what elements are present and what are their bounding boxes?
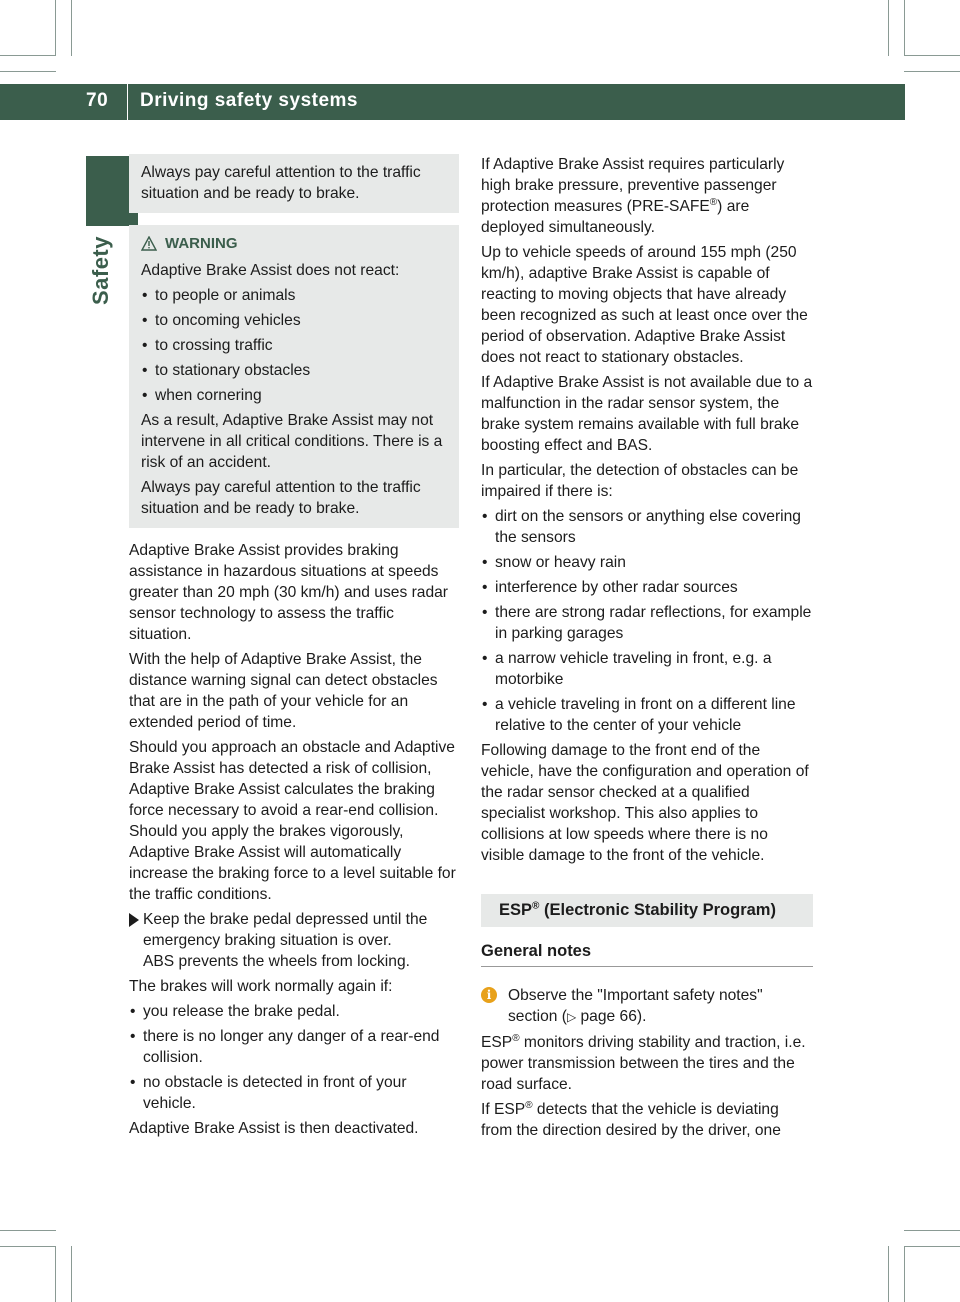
crop-mark: [0, 55, 56, 56]
list-item: • there is no longer any danger of a rear-end collision.: [129, 1026, 459, 1068]
list-item: • to stationary obstacles: [141, 360, 447, 381]
step-result: ABS prevents the wheels from locking.: [143, 953, 410, 970]
body-paragraph: The brakes will work normally again if:: [129, 978, 393, 995]
list-item: • dirt on the sensors or anything else covering the sensors: [481, 506, 813, 548]
body-paragraph: With the help of Adaptive Brake Assist, the distance warning signal can detect obstacles that are in the path of your vehicle for an extended period of time.: [129, 651, 438, 731]
chapter-label: Safety: [88, 236, 113, 306]
crop-mark: [71, 0, 72, 56]
body-paragraph: Should you approach an obstacle and Adaptive Brake Assist has detected a risk of collision, Adaptive Brake Assist calculates the braking force necessary to avoid a rear-end collision. Should you apply the brakes vigorously, Adaptive Brake Assist will automatically increase the braking force to a level suitable for the traffic conditions.: [129, 739, 456, 903]
list-item: • a vehicle traveling in front on a different line relative to the center of your vehicle: [481, 694, 813, 736]
body-paragraph: Following damage to the front end of the vehicle, have the configuration and operation of the radar sensor checked at a qualified specialist workshop. This also applies to collisions at low speeds where there is no visible damage to the front of the vehicle.: [481, 742, 809, 864]
list-item: • to oncoming vehicles: [141, 310, 447, 331]
body-paragraph: If ESP® detects that the vehicle is deviating from the direction desired by the driver, one: [481, 1099, 781, 1139]
body-paragraph: Up to vehicle speeds of around 155 mph (250 km/h), adaptive Brake Assist is capable of reacting to moving objects that have already been recognized as such at least once over the period of observation. Adaptive Brake Assist does not react to stationary obstacles.: [481, 244, 808, 366]
section-heading: ESP® (Electronic Stability Program): [481, 894, 813, 927]
crop-mark: [904, 0, 905, 56]
crop-mark: [0, 1230, 56, 1231]
note-box: [129, 154, 459, 213]
step-arrow-icon: [129, 909, 139, 933]
warning-heading: [141, 233, 447, 254]
body-paragraph: If Adaptive Brake Assist is not available due to a malfunction in the radar sensor system, the brake system remains available with full brake boosting effect and BAS.: [481, 374, 813, 454]
list-item: • to people or animals: [141, 285, 447, 306]
list-item: • snow or heavy rain: [481, 552, 813, 573]
bullet-list: [129, 1001, 459, 1114]
page-ref-arrow-icon: ▷: [566, 1010, 577, 1024]
crop-mark: [888, 1246, 889, 1302]
crop-mark: [0, 1246, 56, 1247]
page-reference-link[interactable]: page 66).: [576, 1008, 647, 1025]
header-divider: [127, 84, 128, 120]
crop-mark: [888, 0, 889, 56]
crop-mark: [904, 1230, 960, 1231]
body-paragraph: If Adaptive Brake Assist requires particularly high brake pressure, preventive passenger protection measures (PRE-SAFE®) are deployed simultaneously.: [481, 156, 785, 236]
warning-list: [141, 285, 447, 406]
list-item: • there are strong radar reflections, for example in parking garages: [481, 602, 813, 644]
info-note: i Observe the "Important safety notes" section (▷ page 66).: [481, 985, 813, 1028]
page-number: 70: [86, 90, 109, 111]
page-header: [0, 84, 905, 120]
note-line: situation and be ready to brake.: [141, 185, 360, 202]
step-text: Keep the brake pedal depressed until the emergency braking situation is over.: [143, 911, 428, 949]
body-paragraph: ESP® monitors driving stability and traction, i.e. power transmission between the tires and the road surface.: [481, 1032, 806, 1093]
warning-title: WARNING: [165, 235, 238, 252]
subheading: General notes: [481, 941, 813, 967]
warning-box: [129, 225, 459, 528]
body-paragraph: In particular, the detection of obstacles can be impaired if there is:: [481, 462, 799, 500]
body-paragraph: Adaptive Brake Assist is then deactivated.: [129, 1120, 419, 1137]
bullet-list: [481, 506, 813, 736]
list-item: • interference by other radar sources: [481, 577, 813, 598]
warning-intro: Adaptive Brake Assist does not react:: [141, 262, 400, 279]
warning-text: As a result, Adaptive Brake Assist may not intervene in all critical conditions. There is a risk of an accident.: [141, 412, 443, 471]
crop-mark: [55, 1246, 56, 1302]
note-line: Always pay careful attention to the traffic: [141, 164, 421, 181]
list-item: • to crossing traffic: [141, 335, 447, 356]
left-column: [129, 154, 459, 1143]
crop-mark: [904, 1246, 960, 1247]
list-item: • you release the brake pedal.: [129, 1001, 459, 1022]
list-item: • no obstacle is detected in front of your vehicle.: [129, 1072, 459, 1114]
page-title: Driving safety systems: [140, 90, 358, 111]
warning-triangle-icon: [141, 236, 157, 251]
crop-mark: [904, 71, 960, 72]
crop-mark: [55, 0, 56, 56]
crop-mark: [0, 71, 56, 72]
crop-mark: [904, 1246, 905, 1302]
warning-text: Always pay careful attention to the traffic situation and be ready to brake.: [141, 479, 421, 517]
body-paragraph: Adaptive Brake Assist provides braking assistance in hazardous situations at speeds greater than 20 mph (30 km/h) and uses radar sensor technology to assess the traffic situation.: [129, 542, 448, 643]
crop-mark: [71, 1246, 72, 1302]
crop-mark: [904, 55, 960, 56]
info-icon: i: [481, 987, 497, 1003]
list-item: • when cornering: [141, 385, 447, 406]
list-item: • a narrow vehicle traveling in front, e.g. a motorbike: [481, 648, 813, 690]
instruction-step: [129, 909, 459, 972]
right-column: [481, 154, 813, 1145]
